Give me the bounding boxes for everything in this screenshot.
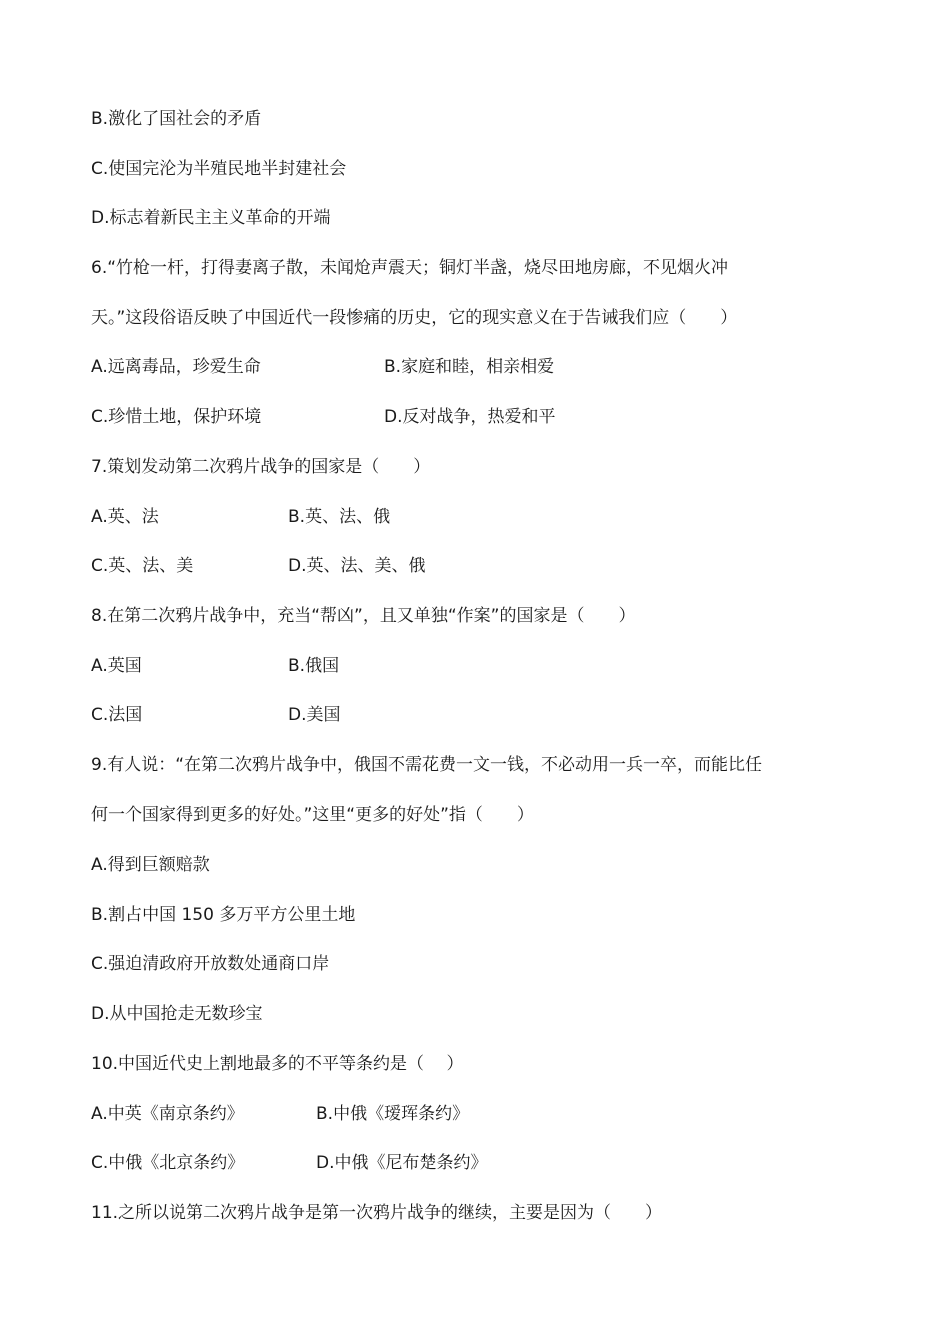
- q6-option-a: A.远离毒品，珍爱生命: [91, 357, 261, 377]
- q8-stem: 8.在第二次鸦片战争中，充当“帮凶”，且又单独“作案”的国家是（ ）: [91, 606, 636, 626]
- q8-option-c: C.法国: [91, 705, 143, 725]
- q6-stem-line-1: 6.“竹枪一杆，打得妻离子散，未闻炝声震天；铜灯半盏，烧尽田地房廊，不见烟火冲: [91, 258, 729, 278]
- q9-option-d: D.从中国抢走无数珍宝: [91, 1004, 263, 1024]
- q10-option-a: A.中英《南京条约》: [91, 1104, 244, 1124]
- q10-option-d: D.中俄《尼布楚条约》: [316, 1153, 488, 1173]
- q8-option-a: A.英国: [91, 656, 142, 676]
- q7-option-b: B.英、法、俄: [288, 507, 391, 527]
- q9-option-b: B.割占中国 150 多万平方公里土地: [91, 905, 356, 925]
- q7-option-d: D.英、法、美、俄: [288, 556, 426, 576]
- q6-option-d: D.反对战争，热爱和平: [384, 407, 556, 427]
- q9-option-c: C.强迫清政府开放数处通商口岸: [91, 954, 330, 974]
- q5-option-c: C.使国完沦为半殖民地半封建社会: [91, 159, 347, 179]
- q9-option-a: A.得到巨额赔款: [91, 855, 210, 875]
- q6-stem-line-2: 天。”这段俗语反映了中国近代一段惨痛的历史，它的现实意义在于告诫我们应（ ）: [91, 308, 738, 328]
- q7-stem: 7.策划发动第二次鸦片战争的国家是（ ）: [91, 457, 431, 477]
- q9-stem-line-1: 9.有人说：“在第二次鸦片战争中，俄国不需花费一文一钱，不必动用一兵一卒，而能比任: [91, 755, 763, 775]
- q5-option-d: D.标志着新民主主义革命的开端: [91, 208, 331, 228]
- q10-option-b: B.中俄《瑷珲条约》: [316, 1104, 470, 1124]
- q8-option-d: D.美国: [288, 705, 341, 725]
- q8-option-b: B.俄国: [288, 656, 340, 676]
- q9-stem-line-2: 何一个国家得到更多的好处。”这里“更多的好处”指（ ）: [91, 805, 534, 825]
- q6-option-c: C.珍惜土地，保护环境: [91, 407, 262, 427]
- q11-stem: 11.之所以说第二次鸦片战争是第一次鸦片战争的继续，主要是因为（ ）: [91, 1203, 663, 1223]
- q7-option-c: C.英、法、美: [91, 556, 194, 576]
- q10-option-c: C.中俄《北京条约》: [91, 1153, 245, 1173]
- q6-option-b: B.家庭和睦，相亲相爱: [384, 357, 555, 377]
- q10-stem: 10.中国近代史上割地最多的不平等条约是（ ）: [91, 1054, 464, 1074]
- q5-option-b: B.激化了国社会的矛盾: [91, 109, 262, 129]
- q7-option-a: A.英、法: [91, 507, 159, 527]
